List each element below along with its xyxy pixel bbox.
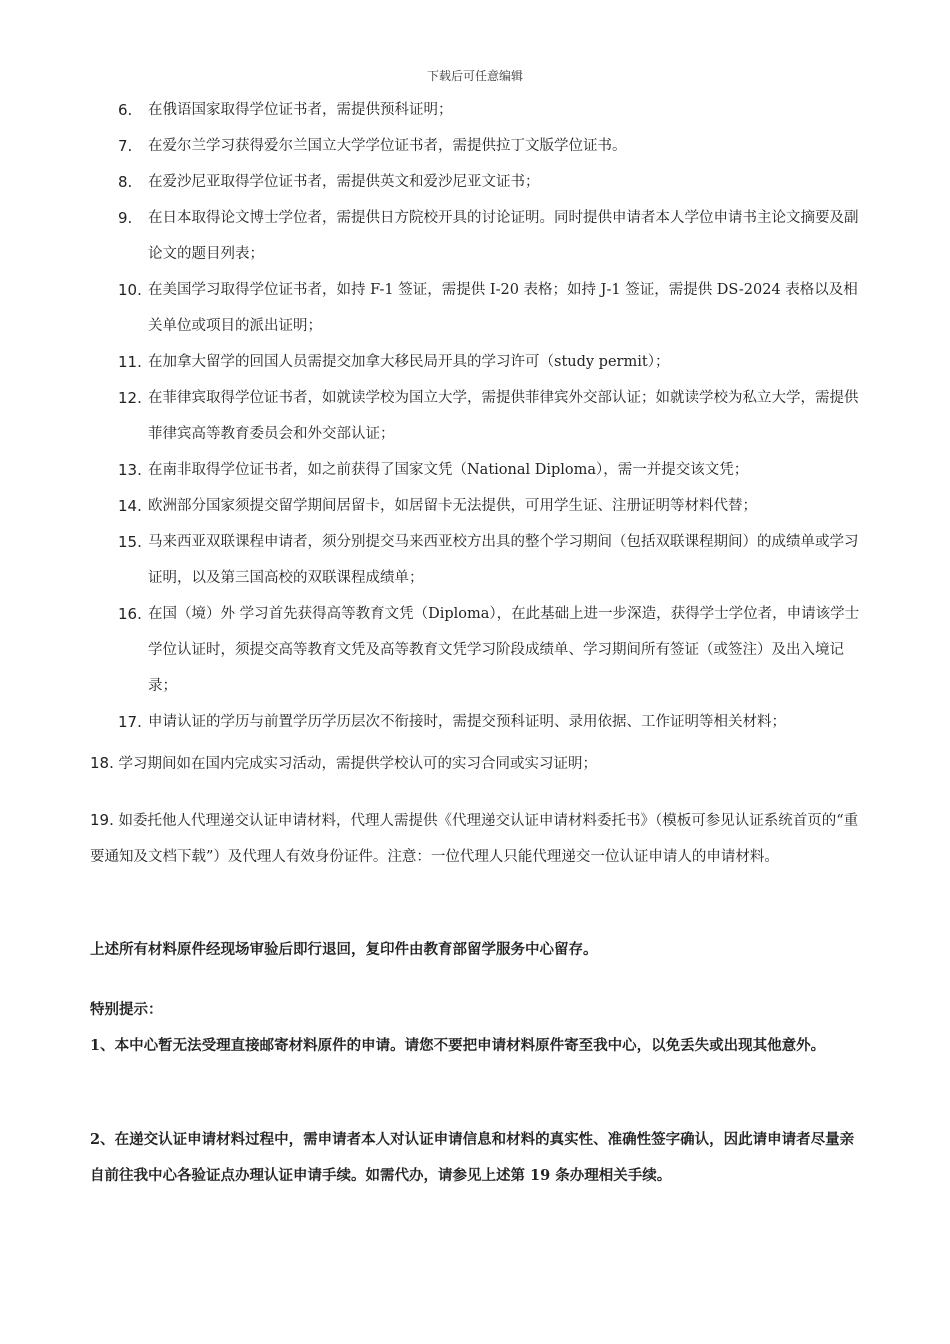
- item-number: 16.: [118, 605, 142, 623]
- list-item: [118, 524, 863, 596]
- item-number: 8.: [118, 173, 133, 191]
- list-item: [118, 272, 863, 344]
- return-note: 上述所有材料原件经现场审验后即行退回，复印件由教育部留学服务中心留存。: [90, 941, 598, 958]
- item-number: 14.: [118, 497, 142, 515]
- list-item: [118, 200, 863, 272]
- special-notice-1: 1、本中心暂无法受理直接邮寄材料原件的申请。请您不要把申请材料原件寄至我中心，以免丢失或出现其他意外。: [90, 1037, 826, 1054]
- list-item: [118, 128, 863, 164]
- list-item: [118, 452, 863, 488]
- page-header: 下载后可任意编辑: [426, 69, 523, 83]
- item-number: 18.: [90, 754, 114, 772]
- item-text: 在南非取得学位证书者，如之前获得了国家文凭（National Diploma），需一并提交该文凭；: [148, 462, 749, 478]
- list-item: [118, 380, 863, 452]
- item-text: 在加拿大留学的回国人员需提交加拿大移民局开具的学习许可（study permit）；: [148, 354, 670, 370]
- item-number: 12.: [118, 389, 142, 407]
- special-notice-2: 2、在递交认证申请材料过程中，需申请者本人对认证申请信息和材料的真实性、准确性签字确认，因此请申请者尽量亲自前往我中心各验证点办理认证申请手续。如需代办，请参见上述第 19 条办理相关手续。: [90, 1131, 855, 1184]
- item-text: 在爱尔兰学习获得爱尔兰国立大学学位证书者，需提供拉丁文版学位证书。: [148, 138, 627, 154]
- requirements-list: [118, 92, 863, 740]
- special-notice-title: 特别提示：: [90, 1001, 163, 1018]
- list-item: [118, 344, 863, 380]
- item-text: 马来西亚双联课程申请者，须分别提交马来西亚校方出具的整个学习期间（包括双联课程期间）的成绩单或学习证明，以及第三国高校的双联课程成绩单；: [148, 534, 859, 586]
- item-number: 15.: [118, 533, 142, 551]
- list-item: [118, 704, 863, 740]
- item-number: 19.: [90, 811, 114, 829]
- item-number: 6.: [118, 101, 133, 119]
- item-number: 7.: [118, 137, 133, 155]
- item-text: 在国（境）外 学习首先获得高等教育文凭（Diploma），在此基础上进一步深造，获得学士学位者，申请该学士学位认证时，须提交高等教育文凭及高等教育文凭学习阶段成绩单、学习期间所有签证（或签注）及出入境记录；: [148, 606, 860, 694]
- item-text: 如委托他人代理递交认证申请材料，代理人需提供《代理递交认证申请材料委托书》（模板可参见认证系统首页的“重要通知及文档下载”）及代理人有效身份证件。注意：一位代理人只能代理递交一位认证申请人的申请材料。: [90, 813, 859, 865]
- item-text: 在菲律宾取得学位证书者，如就读学校为国立大学，需提供菲律宾外交部认证；如就读学校为私立大学，需提供菲律宾高等教育委员会和外交部认证；: [148, 390, 859, 442]
- item-number: 17.: [118, 713, 142, 731]
- item-number: 13.: [118, 461, 142, 479]
- item-text: 欧洲部分国家须提交留学期间居留卡，如居留卡无法提供，可用学生证、注册证明等材料代替；: [148, 498, 757, 514]
- item-number: 10.: [118, 281, 142, 299]
- item-number: 9.: [118, 209, 133, 227]
- list-item: [118, 164, 863, 200]
- list-item: [118, 92, 863, 128]
- item-text: 在日本取得论文博士学位者，需提供日方院校开具的讨论证明。同时提供申请者本人学位申请书主论文摘要及副论文的题目列表；: [148, 210, 859, 262]
- list-item: [118, 596, 863, 704]
- item-text: 学习期间如在国内完成实习活动，需提供学校认可的实习合同或实习证明；: [118, 756, 597, 772]
- list-item-18: [90, 745, 862, 782]
- list-item: [118, 488, 863, 524]
- item-text: 在爱沙尼亚取得学位证书者，需提供英文和爱沙尼亚文证书；: [148, 174, 540, 190]
- item-text: 在俄语国家取得学位证书者，需提供预科证明；: [148, 102, 453, 118]
- item-text: 在美国学习取得学位证书者，如持 F-1 签证，需提供 I-20 表格；如持 J-1 签证，需提供 DS-2024 表格以及相关单位或项目的派出证明；: [148, 282, 858, 334]
- item-text: 申请认证的学历与前置学历学历层次不衔接时，需提交预科证明、录用依据、工作证明等相关材料；: [148, 714, 786, 730]
- list-item-19: [90, 802, 862, 875]
- item-number: 11.: [118, 353, 142, 371]
